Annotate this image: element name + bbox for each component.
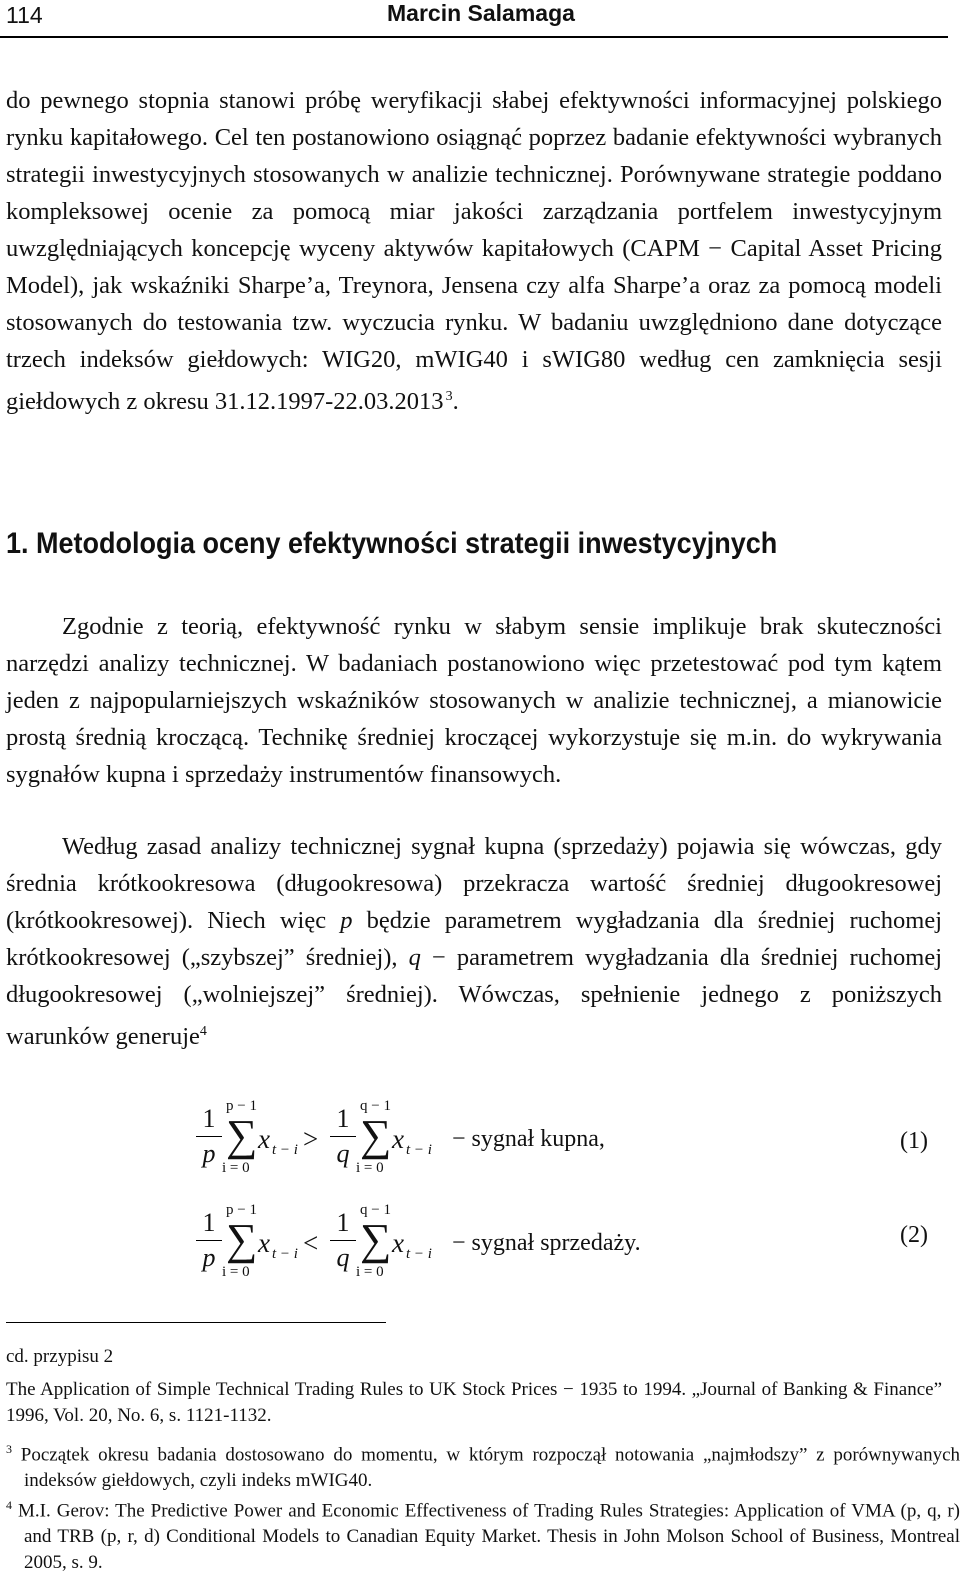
sum-symbol: ∑: [360, 1215, 392, 1264]
paragraph-rules: [6, 828, 942, 1055]
paragraph-rules-text-b: będzie parametrem wygładzania dla średniej ruchomej krótkookresowej („szybszej” średniej),: [6, 907, 943, 971]
sum-upper-limit: p − 1: [226, 1202, 257, 1218]
formula-sell-signal: [190, 1202, 950, 1298]
fraction-1-over-p: 1 p: [196, 1208, 222, 1273]
paragraph-intro-text: do pewnego stopnia stanowi próbę weryfikacji słabej efektywności informacyjnej polskiego rynku kapitałowego. Cel ten postanowiono osiągnąć poprzez badanie efektywności wybranych strategii inwestycyjnych stosowanych w analizie technicznej. Porównywane strategie poddano kompleksowej ocenie za pomocą miar jakości zarządzania portfelem inwestycyjnym uwzględniających koncepcję wyceny aktywów kapitałowych (CAPM − Capital Asset Pricing Model), jak wskaźniki Sharpe’a, Treynora, Jensena czy alfa Sharpe’a oraz za pomocą modeli stosowanych do testowania tzw. wyczucia rynku. W badaniu uwzględniono dane dotyczące trzech indeksów giełdowych: WIG20, mWIG40 i sWIG80 według cen zamknięcia sesji giełdowych z okresu 31.12.1997-22.03.2013: [6, 87, 942, 416]
sum-upper-limit: p − 1: [226, 1098, 257, 1114]
fraction-1-over-q: 1 q: [330, 1104, 356, 1169]
variable-x: x: [258, 1124, 270, 1154]
footnote-ref-3: 3: [445, 389, 453, 404]
fraction-1-over-q: 1 q: [330, 1208, 356, 1273]
param-p: p: [340, 907, 353, 934]
subscript-t-minus-i: t − i: [272, 1142, 298, 1158]
sum-symbol: ∑: [360, 1111, 392, 1160]
page-number: 114: [6, 2, 43, 28]
footnote-4: [6, 1492, 960, 1576]
formula-label: − sygnał sprzedaży.: [452, 1230, 641, 1256]
footnote-3: [6, 1436, 960, 1494]
sum-symbol: ∑: [226, 1215, 258, 1264]
paragraph-method: Zgodnie z teorią, efektywność rynku w słabym sensie implikuje brak skuteczności narzędzi analizy technicznej. W badaniach postanowiono więc przetestować pod tym kątem jeden z najpopularniejszych wskaźników stosowanych w analizie technicznej, a mianowicie prostą średnią kroczącą. Technikę średniej kroczącej wykorzystuje się m.in. do wykrywania sygnałów kupna i sprzedaży instrumentów finansowych.: [6, 613, 942, 788]
paragraph-rules-text-c: − parametrem wygładzania dla średniej ruchomej długookresowej („wolniejszej” średniej). Wówczas, spełnienie jednego z poniższych warunków generuje: [6, 944, 943, 1051]
variable-x: x: [392, 1124, 404, 1154]
sum-symbol: ∑: [226, 1111, 258, 1160]
sum-upper-limit: q − 1: [360, 1202, 391, 1218]
page-header: [0, 0, 948, 38]
sum-lower-limit: i = 0: [222, 1160, 250, 1176]
variable-x: x: [258, 1228, 270, 1258]
relation-symbol: >: [303, 1124, 319, 1154]
equation-number: (1): [900, 1128, 928, 1154]
formula-buy-signal: [190, 1098, 950, 1194]
footnote-3-mark: 3: [6, 1442, 12, 1456]
subscript-t-minus-i: t − i: [406, 1142, 432, 1158]
paragraph-rules-text-a: Według zasad analizy technicznej sygnał kupna (sprzedaży) pojawia się wówczas, gdy średnia krótkookresowa (długookresowa) przekracza wartość średniej długookresowej (krótkookresowej). Niech więc: [6, 833, 942, 934]
footnote-4-mark: 4: [6, 1498, 12, 1512]
sum-lower-limit: i = 0: [356, 1160, 384, 1176]
sum-lower-limit: i = 0: [356, 1264, 384, 1280]
running-head-author: Marcin Salamaga: [387, 0, 575, 26]
paragraph-intro-end: .: [452, 388, 459, 416]
sum-upper-limit: q − 1: [360, 1098, 391, 1114]
footnote-ref-4: 4: [199, 1024, 207, 1039]
subscript-t-minus-i: t − i: [272, 1246, 298, 1262]
section-heading: 1. Metodologia oceny efektywności strategii inwestycyjnych: [6, 527, 778, 560]
footnote-4-text: M.I. Gerov: The Predictive Power and Economic Effectiveness of Trading Rules Strategies: Application of VMA (p, q, r) and TRB (p, r, d) Conditional Models to Canadian Equity Market. Thesis in John Molson School of Business, Montreal 2005, s. 9.: [18, 1500, 960, 1574]
relation-symbol: <: [303, 1228, 319, 1258]
variable-x: x: [392, 1228, 404, 1258]
footnote-separator: [6, 1322, 386, 1323]
sum-lower-limit: i = 0: [222, 1264, 250, 1280]
param-q: q: [408, 944, 421, 971]
footnote-continuation-label: cd. przypisu 2: [6, 1346, 114, 1367]
equation-number: (2): [900, 1222, 928, 1248]
footnote-3-text: Początek okresu badania dostosowano do momentu, w którym rozpoczął notowania „najmłodszy” z porównywanych indeksów giełdowych, czyli indeks mWIG40.: [20, 1444, 960, 1492]
fraction-1-over-p: 1 p: [196, 1104, 222, 1169]
formula-label: − sygnał kupna,: [452, 1126, 605, 1152]
footnote-continuation: The Application of Simple Technical Trading Rules to UK Stock Prices − 1935 to 1994. „Journal of Banking & Finance” 1996, Vol. 20, No. 6, s. 1121-1132.: [6, 1379, 942, 1426]
paragraph-intro: [6, 82, 942, 420]
subscript-t-minus-i: t − i: [406, 1246, 432, 1262]
